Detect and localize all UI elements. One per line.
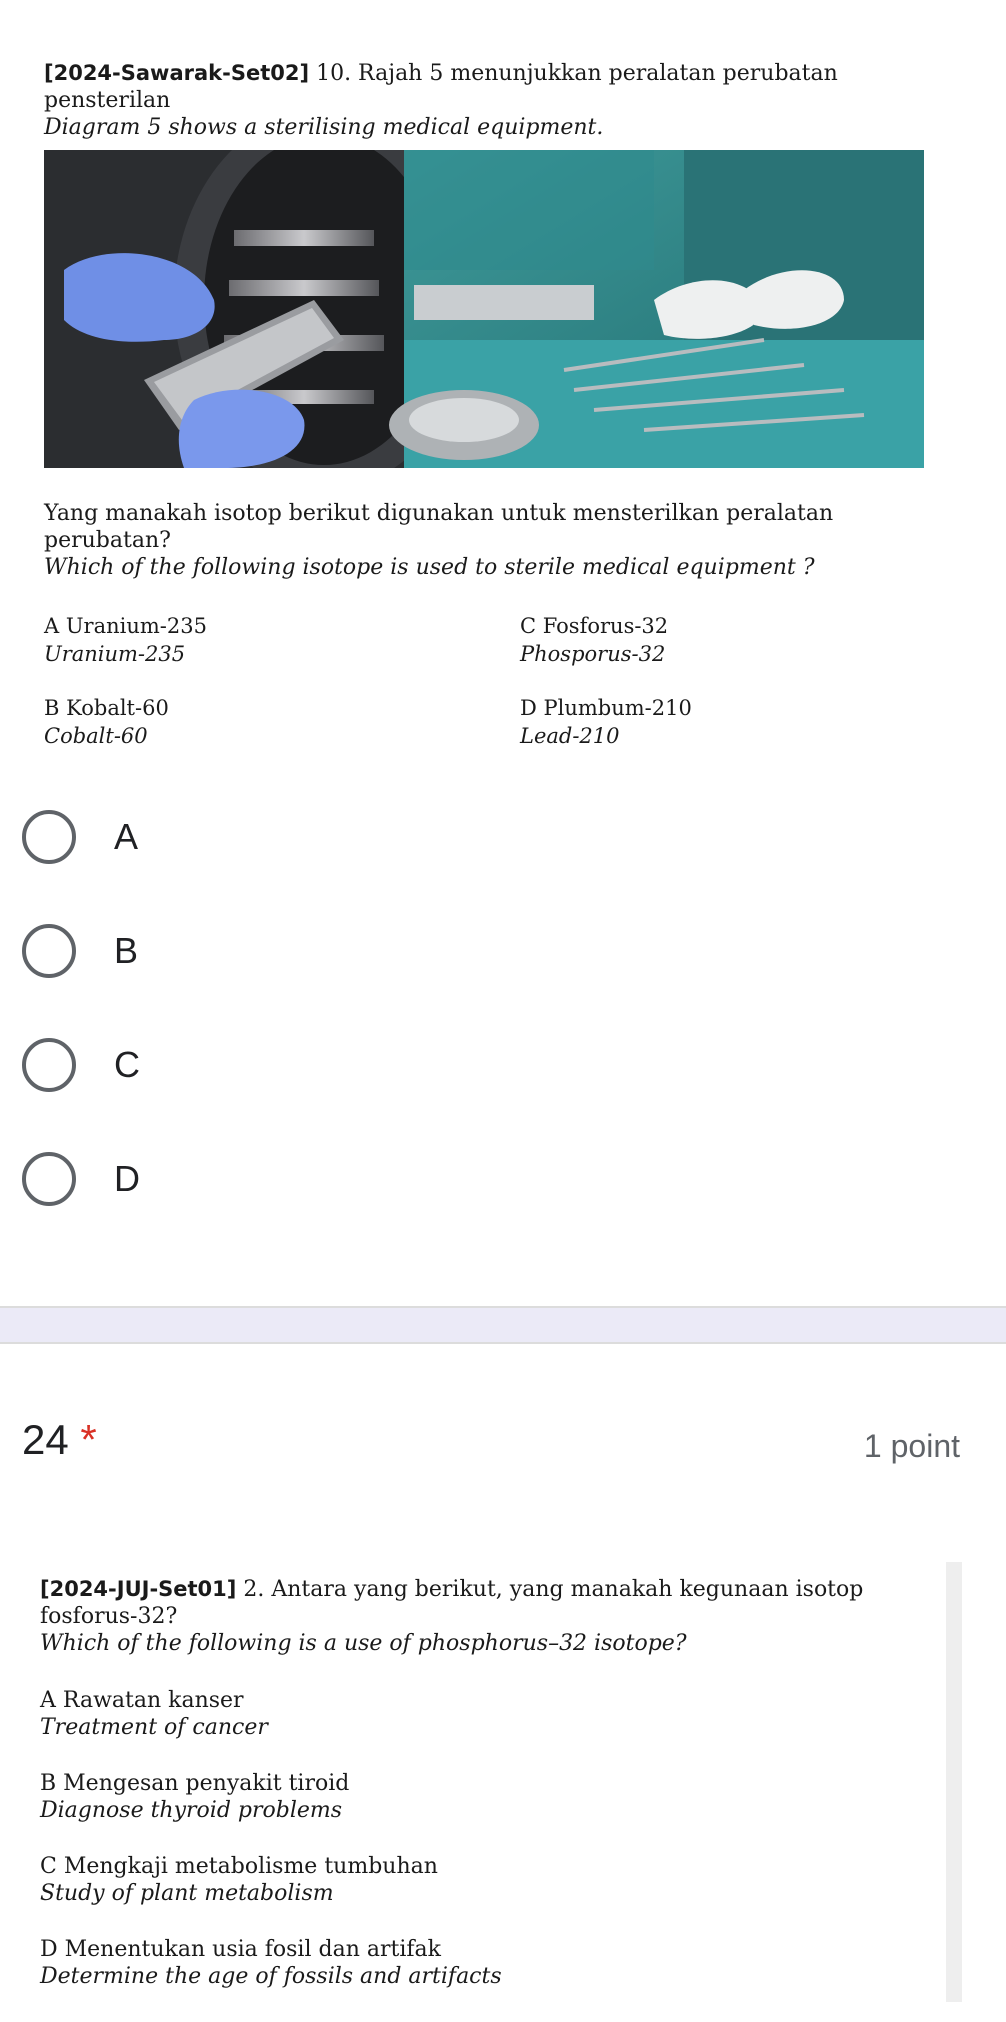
choice-c[interactable]	[22, 1035, 140, 1095]
choice-b-label: B	[114, 930, 139, 971]
q1-question-en: Which of the following isotope is used to sterile medical equipment ?	[44, 555, 815, 580]
q2-source-tag: [2024-JUJ-Set01]	[40, 1577, 237, 1601]
q2-option-c-en: Study of plant metabolism	[40, 1881, 334, 1906]
q1-option-c-en: Phosporus-32	[520, 642, 666, 666]
q2-option-b	[40, 1770, 940, 1824]
q1-option-d	[520, 694, 692, 750]
q2-stem-en: Which of the following is a use of phosphorus–32 isotope?	[40, 1631, 687, 1656]
q2-option-d-en: Determine the age of fossils and artifacts	[40, 1964, 502, 1989]
q2-stem-ms-2: fosforus-32?	[40, 1604, 178, 1629]
q2-option-c-ms: C Mengkaji metabolisme tumbuhan	[40, 1854, 438, 1879]
q2-stem-ms: 2. Antara yang berikut, yang manakah kegunaan isotop	[243, 1577, 864, 1602]
q1-option-b-en: Cobalt-60	[44, 724, 148, 748]
required-mark: *	[80, 1416, 97, 1463]
q1-stem-ms: 10. Rajah 5 menunjukkan peralatan perubatan	[316, 61, 838, 86]
radio-button-c[interactable]	[22, 1038, 76, 1092]
q1-option-d-en: Lead-210	[520, 724, 620, 748]
q1-option-b-ms: B Kobalt-60	[44, 696, 169, 720]
q2-option-b-en: Diagnose thyroid problems	[40, 1798, 343, 1823]
q2-option-b-ms: B Mengesan penyakit tiroid	[40, 1771, 350, 1796]
q1-source-tag: [2024-Sawarak-Set02]	[44, 61, 310, 85]
q1-option-d-ms: D Plumbum-210	[520, 696, 692, 720]
question-separator	[0, 1306, 1006, 1344]
image-scrollbar[interactable]	[946, 1562, 962, 2002]
question-points: 1 point	[863, 1428, 960, 1464]
q2-option-a-ms: A Rawatan kanser	[40, 1688, 244, 1713]
sterilising-equipment-illustration	[44, 150, 924, 468]
choice-a-label: A	[114, 816, 139, 857]
q2-stem	[40, 1576, 940, 1603]
q1-stem-en: Diagram 5 shows a sterilising medical equipment.	[44, 115, 604, 140]
choice-d-label: D	[114, 1158, 140, 1199]
choice-c-label: C	[114, 1044, 140, 1085]
q2-option-d	[40, 1936, 940, 1990]
q1-option-a-en: Uranium-235	[44, 642, 186, 666]
choice-b[interactable]	[22, 921, 138, 981]
radio-button-b[interactable]	[22, 924, 76, 978]
q1-option-b	[44, 694, 169, 750]
q1-option-c-ms: C Fosforus-32	[520, 614, 669, 638]
q1-question	[44, 500, 944, 581]
question-image-text	[44, 60, 944, 141]
q1-option-c	[520, 612, 668, 668]
question-number-value: 24	[22, 1416, 69, 1463]
q1-question-ms-2: perubatan?	[44, 528, 171, 553]
q1-option-a	[44, 612, 207, 668]
q2-option-a	[40, 1687, 940, 1741]
q2-option-a-en: Treatment of cancer	[40, 1715, 268, 1740]
radio-button-d[interactable]	[22, 1152, 76, 1206]
sterilising-equipment-photo	[44, 150, 924, 468]
q2-option-d-ms: D Menentukan usia fosil dan artifak	[40, 1937, 441, 1962]
choice-a[interactable]	[22, 807, 138, 867]
q1-stem	[44, 60, 944, 87]
q1-option-a-ms: A Uranium-235	[44, 614, 207, 638]
q2-option-c	[40, 1853, 940, 1907]
q1-stem-ms-2: pensterilan	[44, 88, 171, 113]
q1-question-ms: Yang manakah isotop berikut digunakan untuk mensterilkan peralatan	[44, 501, 834, 526]
radio-button-a[interactable]	[22, 810, 76, 864]
choice-d[interactable]	[22, 1149, 140, 1209]
q1-options	[44, 612, 924, 752]
question-number	[22, 1416, 97, 1464]
q2-question	[40, 1576, 940, 1990]
